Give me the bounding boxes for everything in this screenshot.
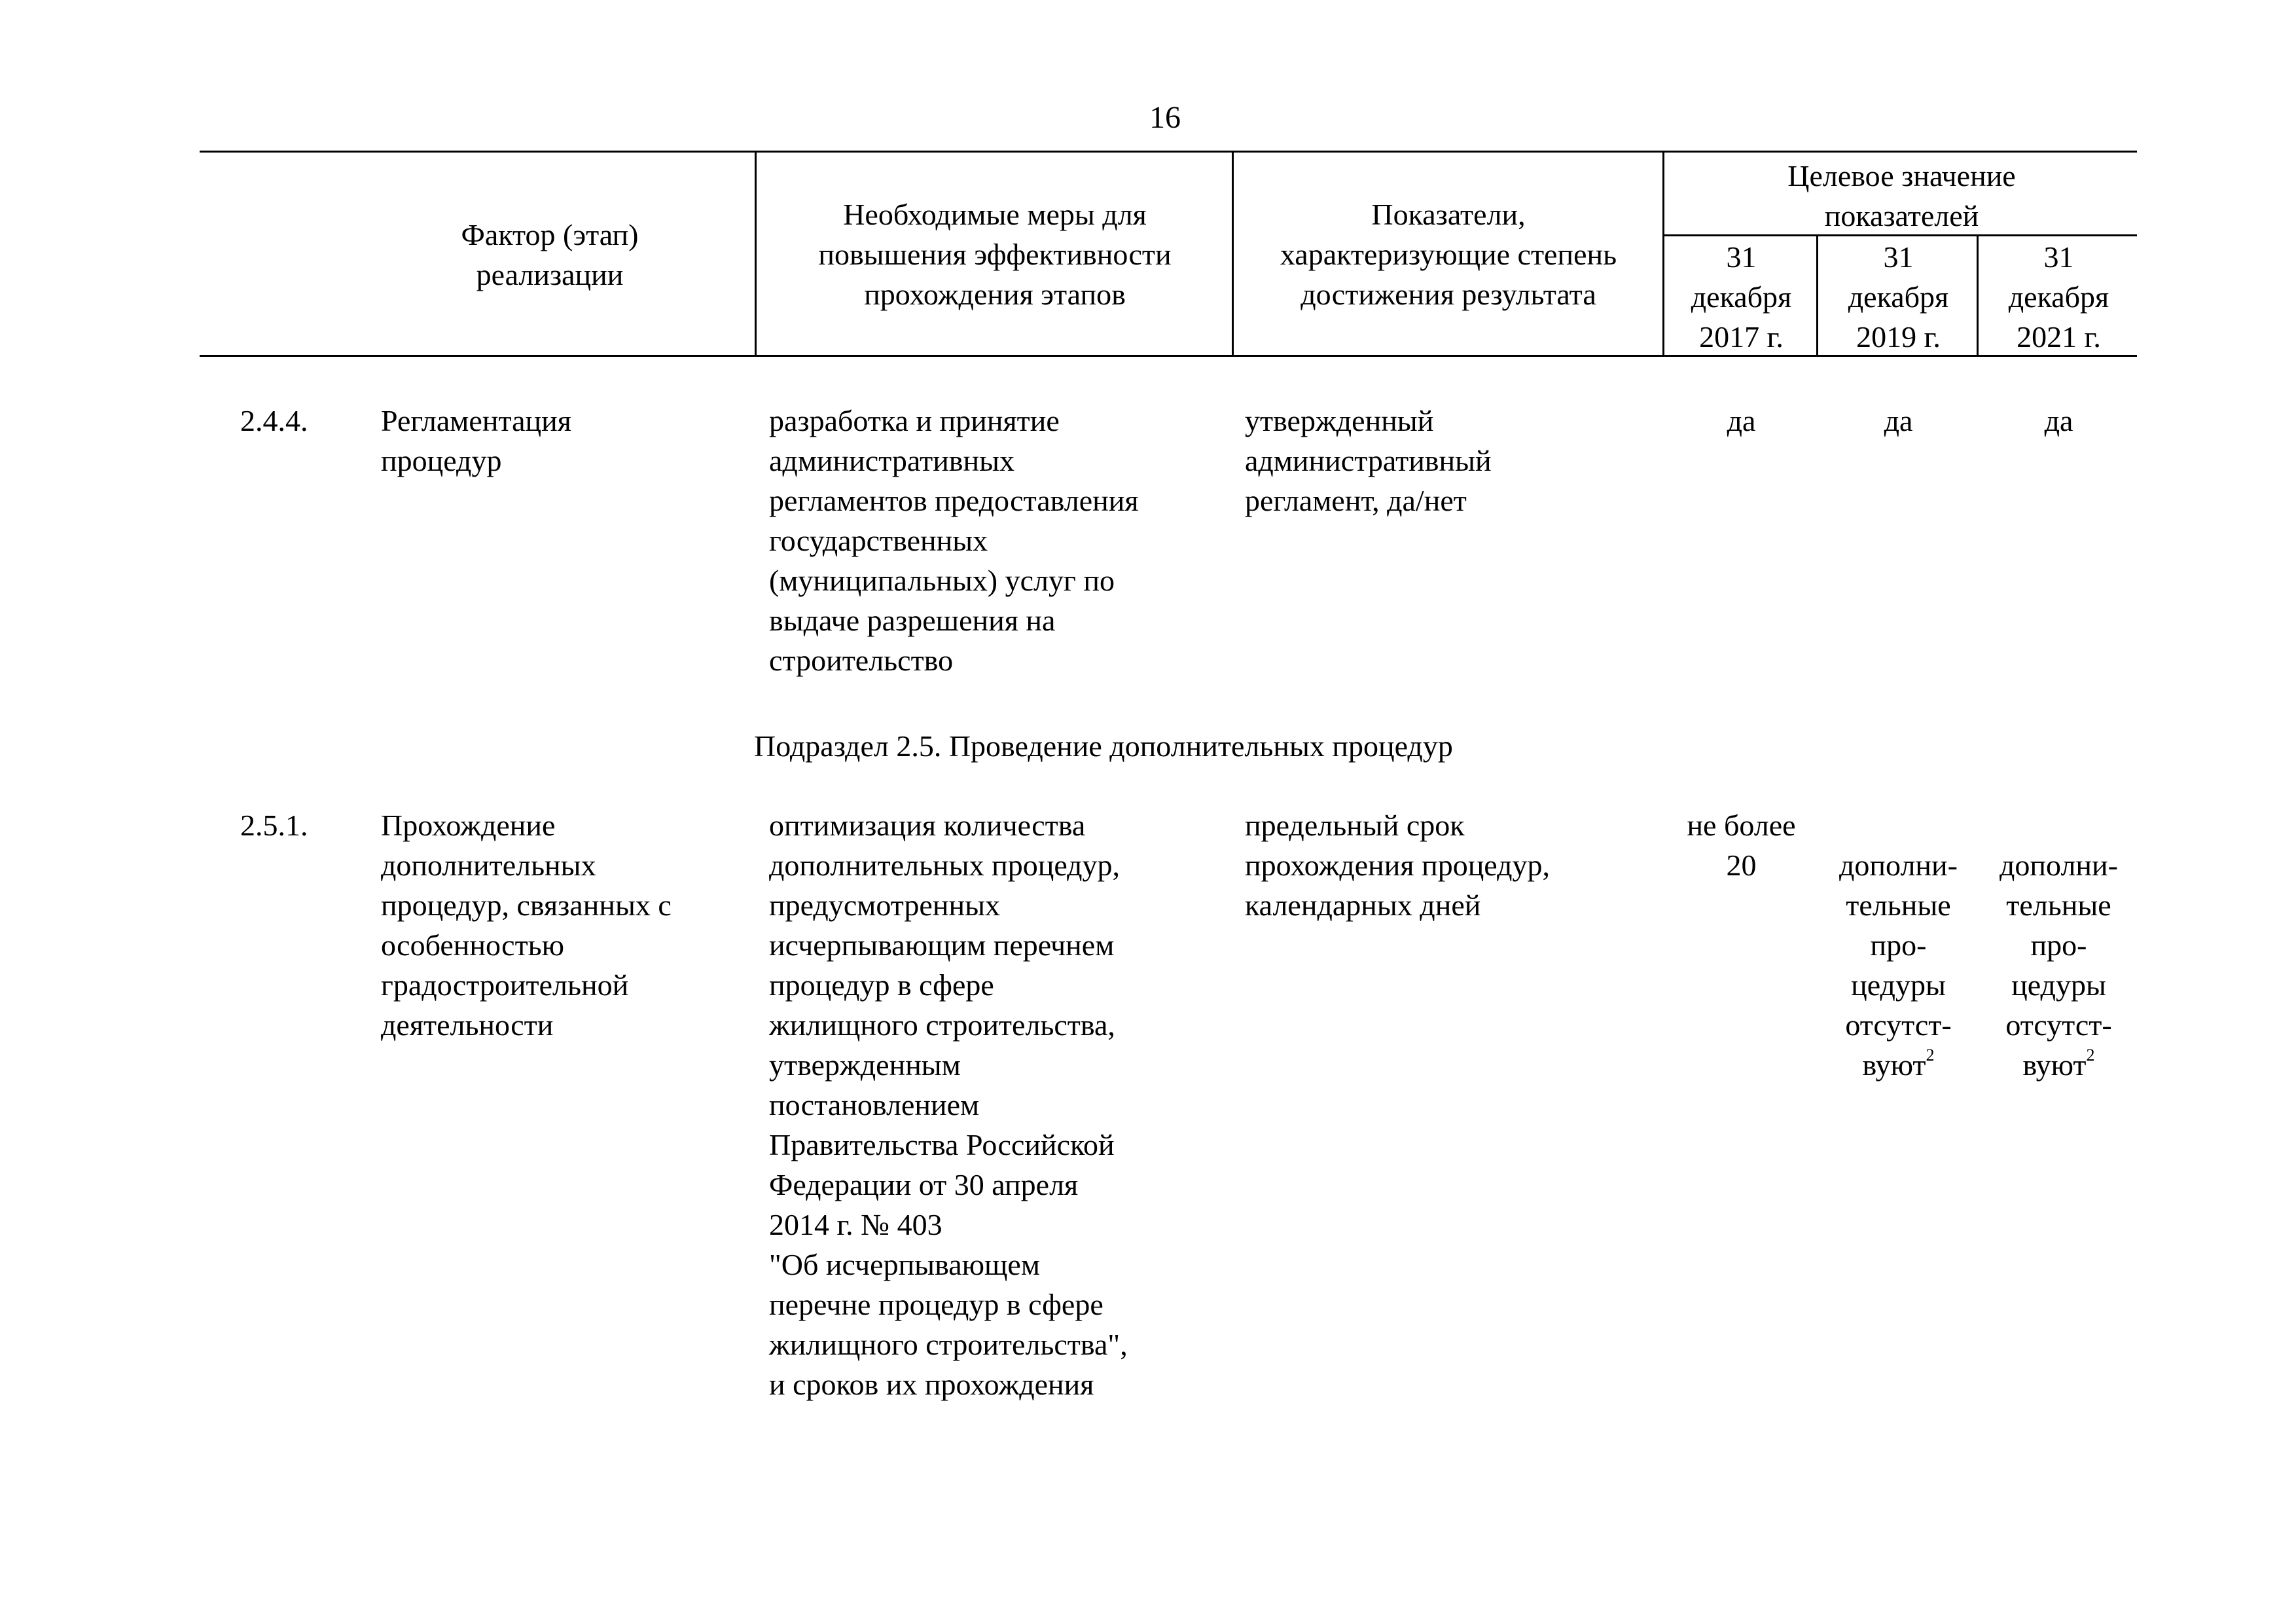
row-value-2019: да	[1884, 404, 1913, 437]
row-measures: оптимизация количества дополнительных процедур, предусмотренных исчерпывающим перечнем процедур в сфере жилищного строительства, утвержденным постановлением Правительства Российской Федерации от 30 апреля 2014 г. № 403 "Об исчерпывающем перечне процедур в сфере жилищного строительства", и сроков их прохождения	[769, 809, 1128, 1401]
header-divider-3	[1662, 151, 1664, 357]
row-value-2017: да	[1727, 404, 1756, 437]
header-factor: Фактор (этап) реализации	[461, 218, 639, 291]
row-value-2019-cell	[1820, 805, 1977, 1085]
header-measures: Необходимые меры для повышения эффективности прохождения этапов	[818, 198, 1172, 311]
header-date-2017: 31 декабря 2017 г.	[1691, 240, 1792, 354]
row-number: 2.5.1.	[240, 809, 308, 842]
row-factor: Регламентация процедур	[381, 404, 571, 477]
subsection-title: Подраздел 2.5. Проведение дополнительных процедур	[754, 729, 1453, 763]
footnote-marker: 2	[1926, 1046, 1935, 1065]
header-date-2019: 31 декабря 2019 г.	[1848, 240, 1949, 354]
header-target: Целевое значение показателей	[1787, 159, 2016, 232]
header-divider-5	[1977, 234, 1979, 357]
row-value-2021-cell	[1981, 805, 2137, 1085]
row-value-2021: дополни- тельные про- цедуры отсутст- вуют	[2000, 848, 2118, 1082]
header-divider-4	[1816, 234, 1818, 357]
header-divider-2	[1232, 151, 1234, 357]
row-factor: Прохождение дополнительных процедур, связанных с особенностью градостроительной деятельности	[381, 809, 672, 1042]
header-divider-1	[755, 151, 757, 357]
row-value-2021: да	[2044, 404, 2073, 437]
header-date-2021: 31 декабря 2021 г.	[2008, 240, 2109, 354]
row-indicators: предельный срок прохождения процедур, календарных дней	[1245, 809, 1551, 922]
row-value-2017: не более 20	[1687, 809, 1796, 882]
row-measures: разработка и принятие административных регламентов предоставления государственных (муниципальных) услуг по выдаче разрешения на строительство	[769, 404, 1139, 677]
footnote-marker: 2	[2086, 1046, 2095, 1065]
row-indicators: утвержденный административный регламент, да/нет	[1245, 404, 1492, 517]
row-value-2019: дополни- тельные про- цедуры отсутст- вуют	[1839, 848, 1958, 1082]
row-number: 2.4.4.	[240, 404, 308, 437]
header-indicators: Показатели, характеризующие степень достижения результата	[1280, 198, 1617, 311]
header-top-rule	[200, 151, 2137, 153]
page-number: 16	[1149, 100, 1181, 135]
